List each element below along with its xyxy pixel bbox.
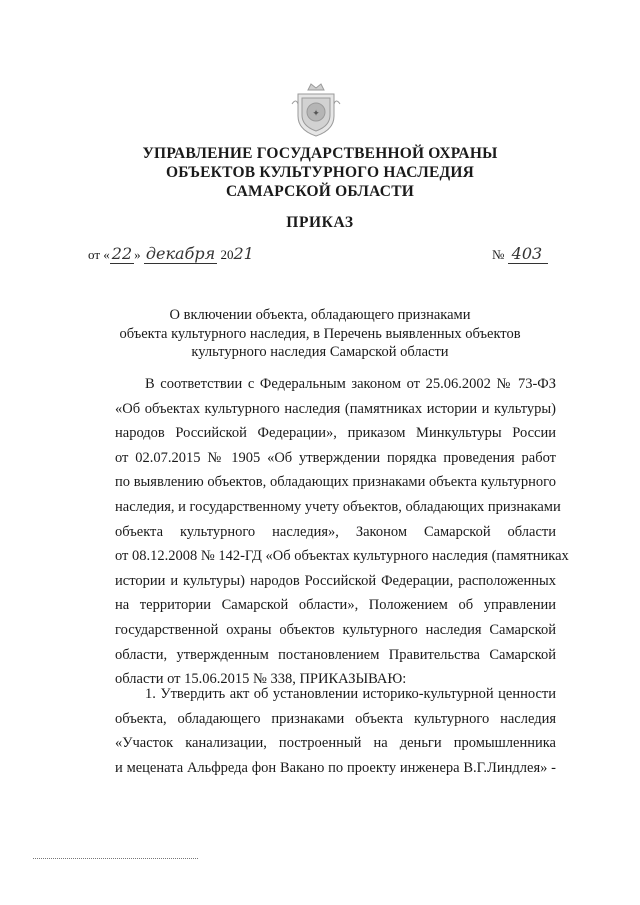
item-1-line: 1. Утвердить акт об установлении историко-культурной ценности xyxy=(145,686,556,702)
header-line-3: САМАРСКОЙ ОБЛАСТИ xyxy=(225,183,414,200)
preamble-line: объекта культурного наследия», Законом Самарской области xyxy=(115,523,556,540)
order-subject xyxy=(0,306,640,362)
preamble-line: от 08.12.2008 № 142-ГД «Об объектах культурного наследия (памятниках xyxy=(115,548,569,565)
preamble-line: В соответствии с Федеральным законом от 25.06.2002 № 73-ФЗ xyxy=(145,376,556,392)
preamble-line: государственной охраны объектов культурного наследия Самарской xyxy=(115,621,556,638)
date-year-prefix: 20 xyxy=(220,247,234,262)
item-1-paragraph xyxy=(115,682,556,780)
order-number xyxy=(492,244,548,263)
footer-divider xyxy=(33,858,198,859)
preamble-line: на территории Самарской области», Положением об управлении xyxy=(115,597,556,614)
number-value: 403 xyxy=(508,244,549,264)
preamble-line: области от 15.06.2015 № 338, ПРИКАЗЫВАЮ: xyxy=(115,671,407,688)
preamble-line: по выявлению объектов, обладающих признаками объекта культурного xyxy=(115,474,556,491)
preamble-line: от 02.07.2015 № 1905 «Об утверждении порядка проведения работ xyxy=(115,449,556,466)
header-line-2: ОБЪЕКТОВ КУЛЬТУРНОГО НАСЛЕДИЯ xyxy=(165,164,475,181)
preamble-line: области, утвержденным постановлением Правительства Самарской xyxy=(115,646,556,663)
item-1-line: и мецената Альфреда фон Вакано по проекту инженера В.Г.Линдлея» - xyxy=(115,759,556,776)
coat-of-arms-icon xyxy=(290,80,342,138)
item-1-line: «Участок канализации, построенный на деньги промышленника xyxy=(115,735,556,752)
preamble-line: истории и культуры) народов Российской Федерации, расположенных xyxy=(115,572,556,589)
subject-line-1: О включении объекта, обладающего признаками xyxy=(169,307,471,323)
svg-text:✦: ✦ xyxy=(312,109,320,119)
date-year-suffix: 21 xyxy=(233,244,254,263)
subject-line-2: объекта культурного наследия, в Перечень выявленных объектов xyxy=(119,325,521,342)
order-title: ПРИКАЗ xyxy=(286,214,354,231)
subject-line-3: культурного наследия Самарской области xyxy=(191,344,449,360)
date-day: 22 xyxy=(111,244,133,263)
header-line-1: УПРАВЛЕНИЕ ГОСУДАРСТВЕННОЙ ОХРАНЫ xyxy=(142,145,498,162)
item-1-line: объекта, обладающего признаками объекта культурного наследия xyxy=(115,710,556,727)
order-date xyxy=(88,244,254,263)
preamble-line: «Об объектах культурного наследия (памятниках истории и культуры) xyxy=(115,400,556,417)
preamble-paragraph xyxy=(115,372,569,692)
date-prefix: от « xyxy=(88,247,110,262)
preamble-line: народов Российской Федерации», приказом Минкультуры России xyxy=(115,425,556,442)
number-prefix: № xyxy=(492,247,505,262)
preamble-line: наследия, и государственному учету объектов, обладающих признаками xyxy=(115,498,561,515)
agency-header xyxy=(0,144,640,201)
date-month: декабря xyxy=(145,244,216,263)
date-mid: » xyxy=(134,247,141,262)
